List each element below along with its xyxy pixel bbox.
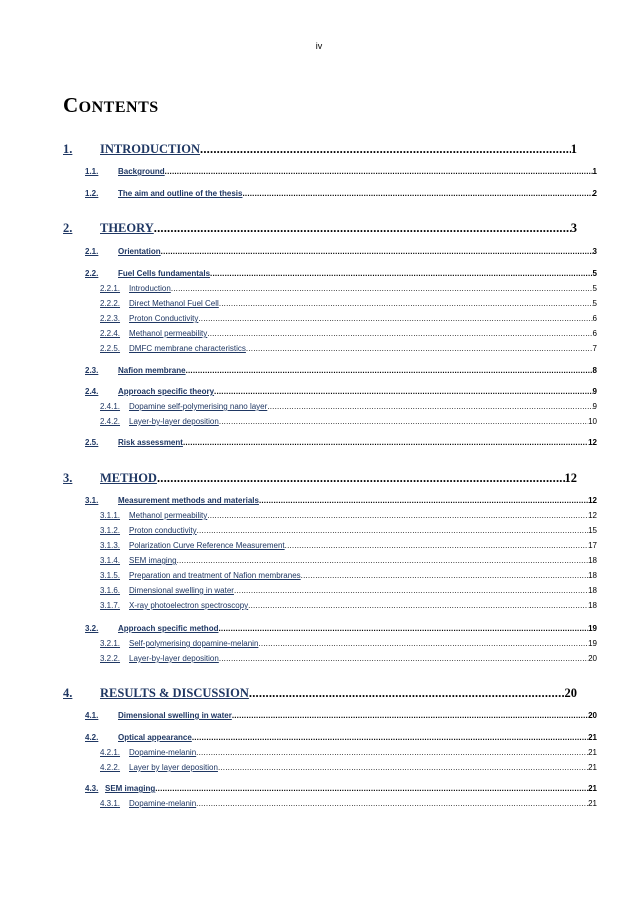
toc-page: 6 xyxy=(592,314,597,323)
toc-title[interactable]: Background xyxy=(118,167,165,176)
toc-page: 18 xyxy=(588,556,597,565)
toc-title[interactable]: Proton conductivity xyxy=(129,526,197,535)
toc-number: 2.1. xyxy=(85,247,99,256)
toc-page: 21 xyxy=(588,799,597,808)
toc-page: 2 xyxy=(592,189,597,198)
toc-leader xyxy=(197,526,589,535)
toc-page: 18 xyxy=(588,601,597,610)
toc-page: 12 xyxy=(588,438,597,447)
toc-entry-m-nafion-prep[interactable] xyxy=(100,571,597,580)
toc-leader xyxy=(154,221,571,236)
toc-entry-m-xps[interactable] xyxy=(100,601,597,610)
toc-title[interactable]: Methanol permeability xyxy=(129,511,208,520)
toc-number: 3.1.6. xyxy=(100,586,121,595)
toc-title[interactable]: RESULTS & DISCUSSION xyxy=(100,686,249,700)
toc-page: 15 xyxy=(588,526,597,535)
toc-page: 20 xyxy=(588,711,597,720)
toc-number: 2.3. xyxy=(85,366,99,375)
toc-leader xyxy=(246,344,593,353)
toc-leader xyxy=(285,541,588,550)
toc-leader xyxy=(219,299,593,308)
toc-page: 5 xyxy=(592,299,597,308)
toc-leader xyxy=(207,329,592,338)
toc-number: 3.2.2. xyxy=(100,654,121,663)
toc-entry-aim[interactable] xyxy=(85,189,597,198)
toc-entry-r-swelling[interactable] xyxy=(85,711,597,720)
toc-number: 3.2. xyxy=(85,624,99,633)
toc-title[interactable]: Polarization Curve Reference Measurement xyxy=(129,541,285,550)
contents-heading xyxy=(63,93,159,118)
toc-title[interactable]: Methanol permeability xyxy=(129,329,208,338)
toc-page: 20 xyxy=(588,654,597,663)
toc-number: 4. xyxy=(63,686,73,700)
toc-leader xyxy=(219,654,588,663)
toc-number: 2.2.2. xyxy=(100,299,121,308)
toc-number: 1.1. xyxy=(85,167,99,176)
toc-entry-introduction[interactable] xyxy=(63,142,577,157)
toc-number: 4.3. xyxy=(85,784,99,793)
toc-title[interactable]: Dopamine self-polymerising nano layer xyxy=(129,402,268,411)
page-number: iv xyxy=(315,41,323,51)
toc-entry-approach-theory[interactable] xyxy=(85,387,597,396)
toc-page: 19 xyxy=(588,624,597,633)
heading-initial: C xyxy=(63,93,79,117)
toc-entry-measurement-methods[interactable] xyxy=(85,496,597,505)
toc-page: 19 xyxy=(588,639,597,648)
toc-number: 2.4.2. xyxy=(100,417,121,426)
toc-entry-results[interactable] xyxy=(63,686,577,701)
toc-page: 3 xyxy=(570,221,577,235)
toc-page: 10 xyxy=(588,417,597,426)
toc-entry-r-sem[interactable] xyxy=(85,784,597,793)
toc-entry-dmfc[interactable] xyxy=(100,299,597,308)
toc-entry-approach-method[interactable] xyxy=(85,624,597,633)
toc-entry-fuel-cells[interactable] xyxy=(85,269,597,278)
toc-number: 3.1.3. xyxy=(100,541,121,550)
toc-page: 9 xyxy=(592,402,597,411)
toc-number: 2.5. xyxy=(85,438,99,447)
toc-title[interactable]: Layer by layer deposition xyxy=(129,763,218,772)
toc-leader xyxy=(192,733,588,742)
toc-entry-m-lbl[interactable] xyxy=(100,654,597,663)
toc-page: 18 xyxy=(588,586,597,595)
toc-title[interactable]: The aim and outline of the thesis xyxy=(118,189,243,198)
toc-leader xyxy=(183,438,588,447)
toc-title[interactable]: INTRODUCTION xyxy=(100,142,201,156)
toc-leader xyxy=(157,471,565,486)
toc-page: 18 xyxy=(588,571,597,580)
toc-leader xyxy=(232,711,588,720)
toc-title[interactable]: DMFC membrane characteristics xyxy=(129,344,246,353)
toc-number: 3.2.1. xyxy=(100,639,121,648)
toc-number: 4.2. xyxy=(85,733,99,742)
toc-number: 3.1.7. xyxy=(100,601,121,610)
toc-entry-method[interactable] xyxy=(63,471,577,486)
toc-leader xyxy=(259,496,588,505)
toc-page: 20 xyxy=(564,686,577,700)
toc-title[interactable]: Proton Conductivity xyxy=(129,314,199,323)
toc-title[interactable]: Layer-by-layer deposition xyxy=(129,417,219,426)
toc-entry-r-sem-dopamine[interactable] xyxy=(100,799,597,808)
toc-number: 4.2.1. xyxy=(100,748,121,757)
toc-title[interactable]: Measurement methods and materials xyxy=(118,496,259,505)
toc-leader xyxy=(207,511,588,520)
toc-leader xyxy=(248,601,588,610)
toc-entry-m-swelling[interactable] xyxy=(100,586,597,595)
toc-leader xyxy=(234,586,588,595)
toc-page: 1 xyxy=(592,167,597,176)
toc-entry-nafion[interactable] xyxy=(85,366,597,375)
toc-number: 2.2.1. xyxy=(100,284,121,293)
toc-entry-theory[interactable] xyxy=(63,221,577,236)
toc-title[interactable]: Nafion membrane xyxy=(118,366,186,375)
toc-title[interactable]: Risk assessment xyxy=(118,438,183,447)
toc-entry-m-polarization[interactable] xyxy=(100,541,597,550)
toc-page: 6 xyxy=(592,329,597,338)
toc-entry-methanol-permeability[interactable] xyxy=(100,329,597,338)
toc-title[interactable]: Orientation xyxy=(118,247,161,256)
toc-number: 2.2. xyxy=(85,269,99,278)
toc-entry-proton-conductivity[interactable] xyxy=(100,314,597,323)
toc-leader xyxy=(267,402,592,411)
toc-title[interactable]: Preparation and treatment of Nafion membranes xyxy=(129,571,301,580)
toc-entry-m-proton[interactable] xyxy=(100,526,597,535)
toc-leader xyxy=(210,269,593,278)
toc-page: 3 xyxy=(592,247,597,256)
toc-page: 21 xyxy=(588,748,597,757)
toc-title[interactable]: Dopamine-melanin xyxy=(129,799,197,808)
toc-leader xyxy=(177,556,589,565)
heading-rest: ONTENTS xyxy=(78,99,159,116)
toc-page: 9 xyxy=(592,387,597,396)
toc-page: 21 xyxy=(588,733,597,742)
toc-number: 3.1. xyxy=(85,496,99,505)
toc-number: 2.4. xyxy=(85,387,99,396)
toc-entry-m-methanol[interactable] xyxy=(100,511,597,520)
toc-title[interactable]: Layer-by-layer deposition xyxy=(129,654,219,663)
toc-entry-r-opt-lbl[interactable] xyxy=(100,763,597,772)
toc-title[interactable]: METHOD xyxy=(100,471,157,485)
toc-leader xyxy=(258,639,588,648)
toc-page: 1 xyxy=(570,142,577,156)
toc-number: 2.2.5. xyxy=(100,344,121,353)
toc-page: 7 xyxy=(592,344,597,353)
toc-title[interactable]: Introduction xyxy=(129,284,171,293)
toc-leader xyxy=(219,417,588,426)
toc-page: 5 xyxy=(592,269,597,278)
toc-title[interactable]: Direct Methanol Fuel Cell xyxy=(129,299,219,308)
toc-number: 3.1.4. xyxy=(100,556,121,565)
toc-entry-risk[interactable] xyxy=(85,438,597,447)
toc-title[interactable]: SEM imaging xyxy=(129,556,177,565)
toc-title[interactable]: SEM imaging xyxy=(105,784,156,793)
toc-number: 4.2.2. xyxy=(100,763,121,772)
toc-title[interactable]: THEORY xyxy=(100,221,154,235)
toc-leader xyxy=(249,686,565,701)
toc-entry-dopamine-nano[interactable] xyxy=(100,402,597,411)
toc-leader xyxy=(218,624,588,633)
toc-title[interactable]: Optical appearance xyxy=(118,733,192,742)
toc-leader xyxy=(186,366,593,375)
toc-number: 2.2.3. xyxy=(100,314,121,323)
toc-entry-orientation[interactable] xyxy=(85,247,597,256)
toc-number: 2.2.4. xyxy=(100,329,121,338)
toc-leader xyxy=(161,247,593,256)
toc-leader xyxy=(198,314,592,323)
toc-entry-background[interactable] xyxy=(85,167,597,176)
toc-leader xyxy=(301,571,588,580)
toc-number: 3.1.1. xyxy=(100,511,121,520)
toc-page: 21 xyxy=(588,763,597,772)
toc-number: 3. xyxy=(63,471,73,485)
toc-leader xyxy=(218,763,588,772)
toc-number: 1.2. xyxy=(85,189,99,198)
toc-page: 12 xyxy=(564,471,577,485)
toc-entry-lbl-theory[interactable] xyxy=(100,417,597,426)
toc-number: 2. xyxy=(63,221,73,235)
toc-title[interactable]: Dopamine-melanin xyxy=(129,748,197,757)
toc-leader xyxy=(196,748,588,757)
toc-entry-r-optical[interactable] xyxy=(85,733,597,742)
toc-leader xyxy=(196,799,588,808)
toc-entry-fc-introduction[interactable] xyxy=(100,284,597,293)
toc-number: 2.4.1. xyxy=(100,402,121,411)
toc-entry-m-dopamine[interactable] xyxy=(100,639,597,648)
toc-number: 4.3.1. xyxy=(100,799,121,808)
toc-title[interactable]: Self-polymerising dopamine-melanin xyxy=(129,639,259,648)
toc-page: 8 xyxy=(592,366,597,375)
toc-leader xyxy=(214,387,593,396)
toc-title[interactable]: Approach specific method xyxy=(118,624,219,633)
toc-page: 17 xyxy=(588,541,597,550)
toc-title[interactable]: X-ray photoelectron spectroscopy xyxy=(129,601,249,610)
toc-entry-dmfc-membrane[interactable] xyxy=(100,344,597,353)
toc-title[interactable]: Fuel Cells fundamentals xyxy=(118,269,211,278)
toc-leader xyxy=(242,189,592,198)
toc-title[interactable]: Dimensional swelling in water xyxy=(118,711,232,720)
toc-leader xyxy=(200,142,571,157)
toc-number: 3.1.2. xyxy=(100,526,121,535)
toc-entry-m-sem[interactable] xyxy=(100,556,597,565)
toc-leader xyxy=(165,167,593,176)
toc-page: 5 xyxy=(592,284,597,293)
toc-title[interactable]: Approach specific theory xyxy=(118,387,215,396)
toc-entry-r-opt-dopamine[interactable] xyxy=(100,748,597,757)
toc-page: 21 xyxy=(588,784,597,793)
toc-page: 12 xyxy=(588,496,597,505)
toc-number: 4.1. xyxy=(85,711,99,720)
toc-title[interactable]: Dimensional swelling in water xyxy=(129,586,234,595)
toc-number: 1. xyxy=(63,142,73,156)
toc-number: 3.1.5. xyxy=(100,571,121,580)
toc-leader xyxy=(171,284,593,293)
toc-leader xyxy=(155,784,588,793)
toc-page: 12 xyxy=(588,511,597,520)
